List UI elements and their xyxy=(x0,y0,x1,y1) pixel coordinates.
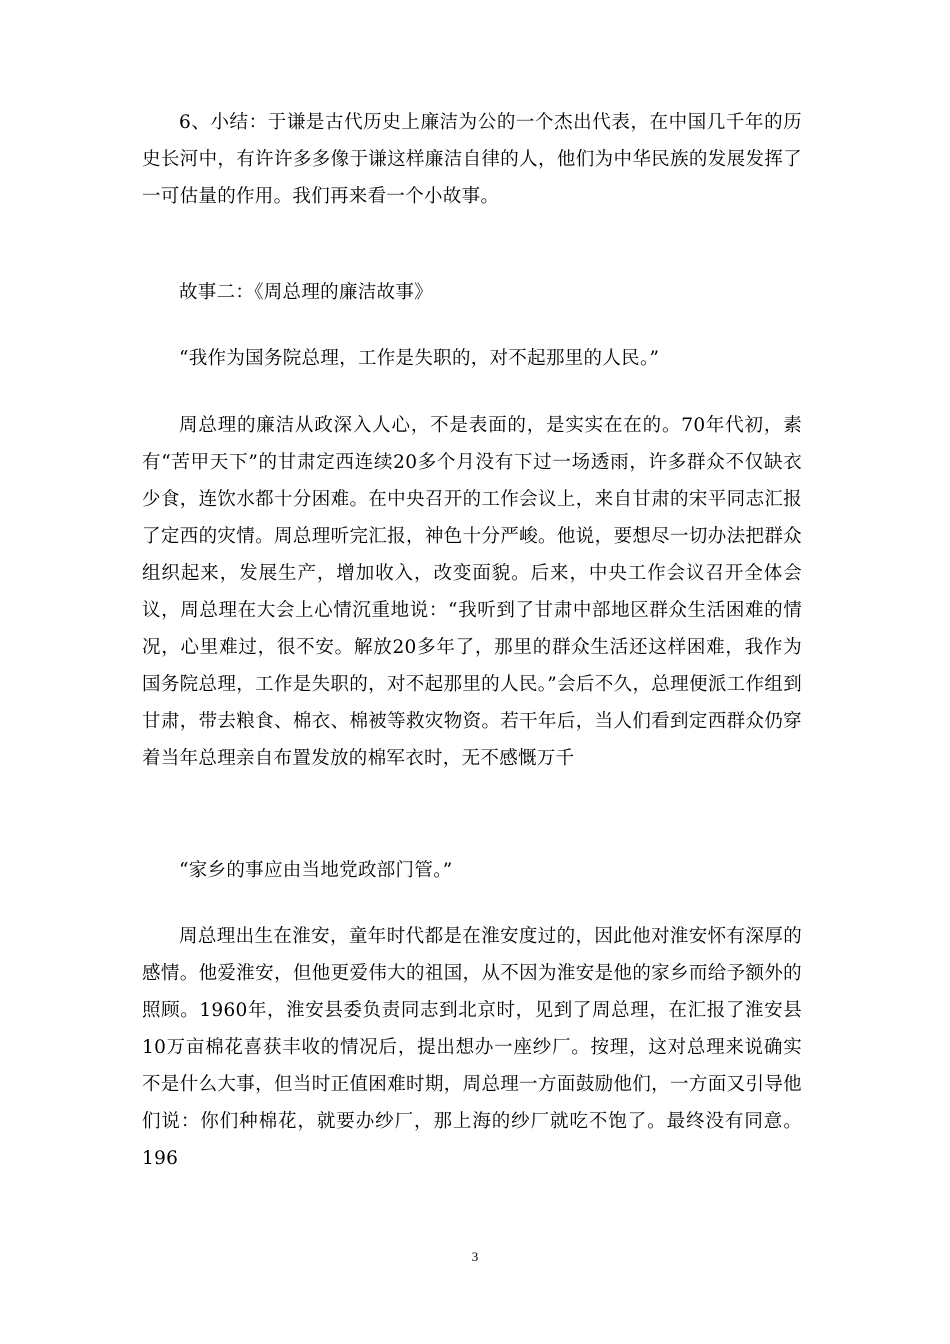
summary-paragraph: 6、小结：于谦是古代历史上廉洁为公的一个杰出代表，在中国几千年的历史长河中，有许许多多像于谦这样廉洁自律的人，他们为中华民族的发展发挥了一可估量的作用。我们再来看一个小故事。 xyxy=(142,112,802,207)
page-number: 3 xyxy=(471,1249,479,1264)
body-paragraph-two: 周总理出生在淮安，童年时代都是在淮安度过的，因此他对淮安怀有深厚的感情。他爱淮安，但他更爱伟大的祖国，从不因为淮安是他的家乡而给予额外的照顾。1960年，淮安县委负责同志到北京时，见到了周总理，在汇报了淮安县10万亩棉花喜获丰收的情况后，提出想办一座纱厂。按理，这对总理来说确实不是什么大事，但当时正值困难时期，周总理一方面鼓励他们，一方面又引导他们说：你们种棉花，就要办纱厂，那上海的纱厂就吃不饱了。最终没有同意。196 xyxy=(142,926,802,1169)
quote-two: “家乡的事应由当地党政部门管。” xyxy=(179,860,453,881)
quote-one: “我作为国务院总理，工作是失职的，对不起那里的人民。” xyxy=(179,348,660,369)
body-paragraph-one: 周总理的廉洁从政深入人心，不是表面的，是实实在在的。70年代初，素有“苦甲天下”的甘肃定西连续20多个月没有下过一场透雨，许多群众不仅缺衣少食，连饮水都十分困难。在中央召开的工作会议上，来自甘肃的宋平同志汇报了定西的灾情。周总理听完汇报，神色十分严峻。他说，要想尽一切办法把群众组织起来，发展生产，增加收入，改变面貌。后来，中央工作会议召开全体会议，周总理在大会上心情沉重地说：“我听到了甘肃中部地区群众生活困难的情况，心里难过，很不安。解放20多年了，那里的群众生活还这样困难，我作为国务院总理，工作是失职的，对不起那里的人民。”会后不久，总理便派工作组到甘肃，带去粮食、棉衣、棉被等救灾物资。若干年后，当人们看到定西群众仍穿着当年总理亲自布置发放的棉军衣时，无不感慨万千 xyxy=(142,415,802,769)
story-two-title: 故事二：《周总理的廉洁故事》 xyxy=(179,282,433,303)
